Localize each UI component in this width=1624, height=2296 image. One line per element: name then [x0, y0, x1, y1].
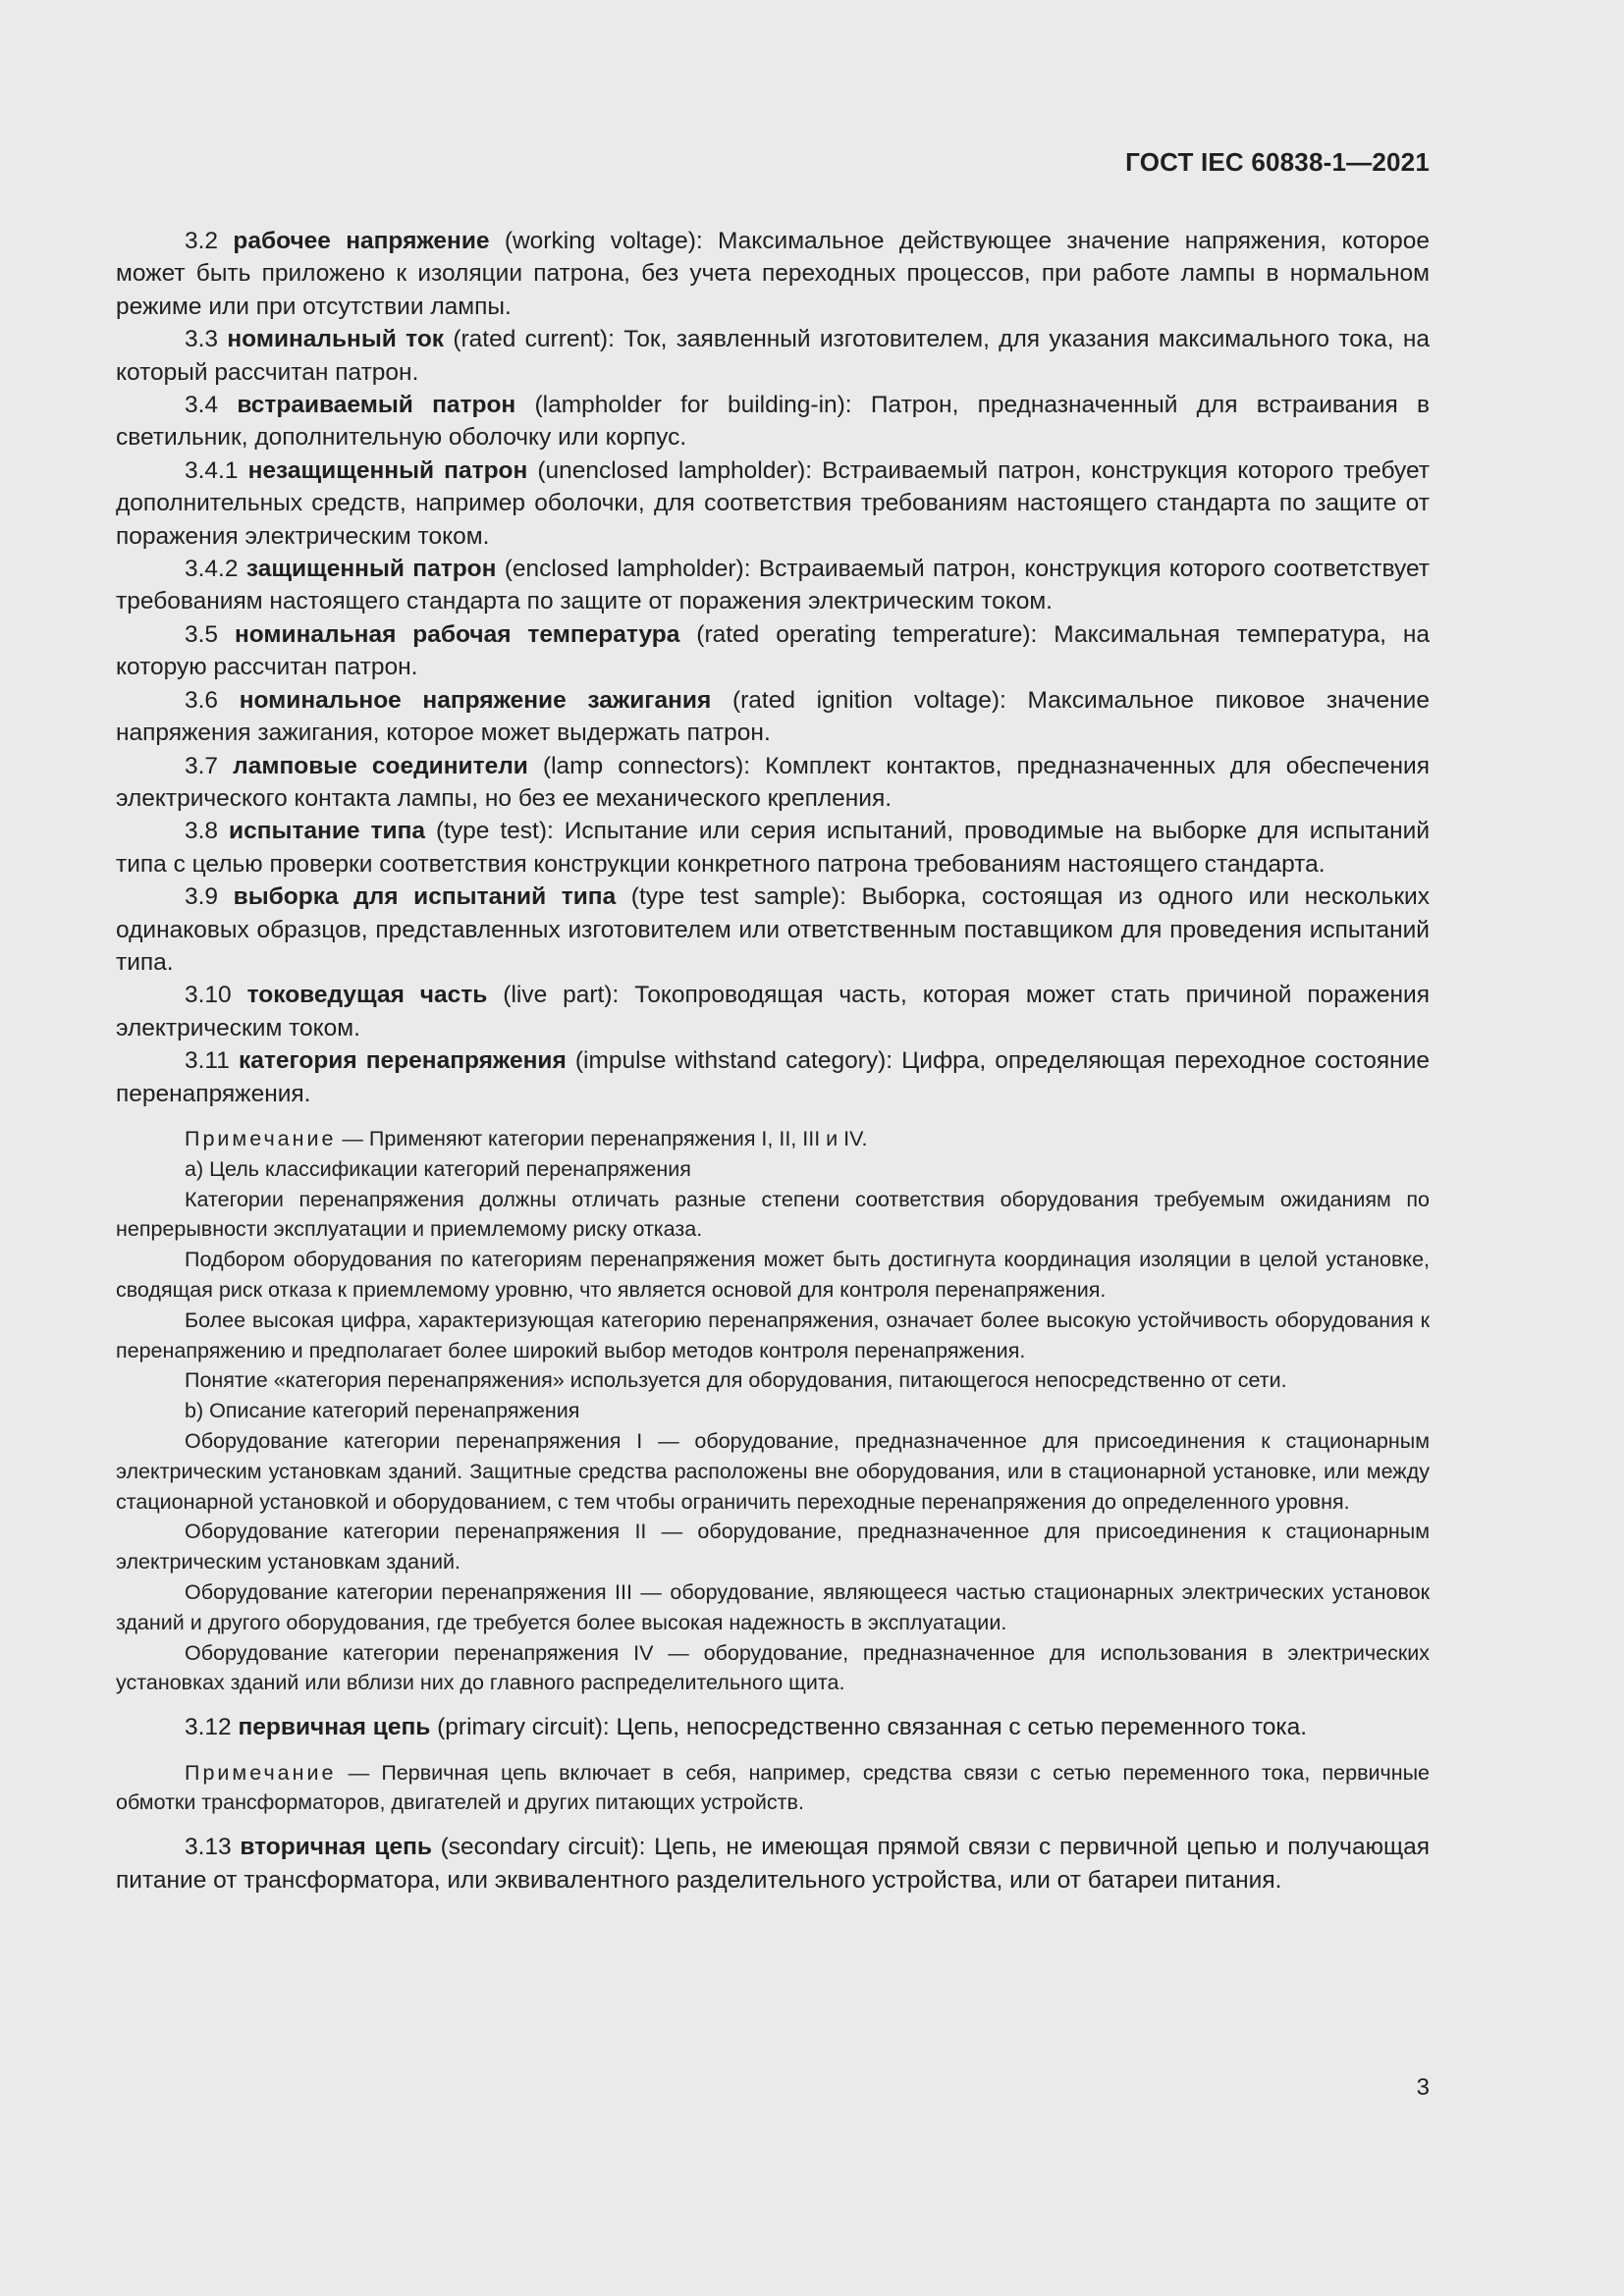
- defined-term: ламповые соединители: [233, 752, 528, 779]
- definition-text: (unenclosed lampholder): Встраиваемый патрон, конструкция которого требует дополнительных средств, например оболочки, для соответствия требованиям настоящего стандарта по защите от поражения электрическим током.: [116, 456, 1430, 550]
- definition-text: (type test): Испытание или серия испытаний, проводимые на выборке для испытаний типа с целью проверки соответствия конструкции конкретного патрона требованиям настоящего стандарта.: [116, 818, 1431, 878]
- defined-term: незащищенный патрон: [247, 456, 528, 484]
- clause-number: 3.2: [185, 228, 219, 254]
- definition-text: (primary circuit): Цепь, непосредственно связанная с сетью переменного тока.: [430, 1714, 1308, 1741]
- clause-number: 3.5: [185, 620, 219, 648]
- note-line: [116, 1638, 1430, 1699]
- page-number: 3: [1416, 2074, 1430, 2101]
- note-text: Более высокая цифра, характеризующая категорию перенапряжения, означает более высокую устойчивость оборудования к перенапряжению и предполагает более широкий выбор методов контроля перенапряжения.: [116, 1308, 1430, 1362]
- note-label: Примечание: [185, 1760, 337, 1785]
- note-line: [116, 1365, 1430, 1396]
- definition-text: (impulse withstand category): Цифра, определяющая переходное состояние перенапряжения.: [116, 1047, 1431, 1107]
- defined-term: токоведущая часть: [246, 982, 488, 1009]
- definition-paragraph: [116, 1831, 1430, 1896]
- note-line: [116, 1577, 1430, 1638]
- definition-paragraph: [116, 684, 1430, 750]
- note-text: b) Описание категорий перенапряжения: [185, 1399, 580, 1423]
- defined-term: испытание типа: [229, 818, 425, 845]
- definition-paragraph: [116, 225, 1430, 323]
- clause-number: 3.3: [185, 326, 219, 353]
- document-body: [116, 225, 1430, 1896]
- definition-paragraph: [116, 881, 1430, 979]
- note-line: [116, 1154, 1430, 1185]
- defined-term: номинальное напряжение зажигания: [239, 686, 712, 714]
- definition-paragraph: [116, 454, 1430, 553]
- note-text: Подбором оборудования по категориям перенапряжения может быть достигнута координация изоляции в целой установке, сводящая риск отказа к приемлемому уровню, что является основой для контроля перенапряжения.: [116, 1248, 1430, 1302]
- note-line: [116, 1124, 1430, 1154]
- note-text: Оборудование категории перенапряжения I — оборудование, предназначенное для присоединения к стационарным электрическим установкам зданий. Защитные средства расположены вне оборудования, или в стационарной установке, или между стационарной установкой и оборудованием, с тем чтобы ограничить переходные перенапряжения до определенного уровня.: [116, 1428, 1430, 1514]
- note-label: Примечание: [185, 1126, 337, 1150]
- note-line: [116, 1758, 1430, 1819]
- defined-term: встраиваемый патрон: [237, 392, 516, 419]
- clause-number: 3.9: [185, 883, 219, 911]
- note-line: [116, 1306, 1430, 1366]
- clause-number: 3.11: [185, 1047, 230, 1075]
- clause-number: 3.10: [185, 982, 232, 1009]
- note-text: — Первичная цепь включает в себя, например, средства связи с сетью переменного тока, первичные обмотки трансформаторов, двигателей и других питающих устройств.: [116, 1760, 1430, 1815]
- definition-paragraph: [116, 1044, 1430, 1110]
- definition-paragraph: [116, 389, 1430, 454]
- note-line: [116, 1185, 1430, 1246]
- definition-paragraph: [116, 323, 1430, 389]
- defined-term: выборка для испытаний типа: [233, 883, 617, 911]
- definition-text: (secondary circuit): Цепь, не имеющая прямой связи с первичной цепью и получающая питание от трансформатора, или эквивалентного разделительного устройства, или от батареи питания.: [116, 1834, 1430, 1894]
- clause-number: 3.13: [185, 1834, 232, 1861]
- definition-text: (enclosed lampholder): Встраиваемый патрон, конструкция которого соответствует требованиям настоящего стандарта по защите от поражения электрическим током.: [116, 556, 1430, 615]
- note-text: Понятие «категория перенапряжения» используется для оборудования, питающегося непосредственно от сети.: [185, 1368, 1287, 1393]
- note-text: Оборудование категории перенапряжения II — оборудование, предназначенное для присоединения к стационарным электрическим установкам зданий.: [116, 1520, 1430, 1575]
- note-text: Оборудование категории перенапряжения IV — оборудование, предназначенное для использования в электрических установках зданий или вблизи них до главного распределительного щита.: [116, 1640, 1430, 1695]
- note-block: [116, 1758, 1430, 1819]
- clause-number: 3.12: [185, 1714, 232, 1741]
- note-line: [116, 1517, 1430, 1577]
- defined-term: защищенный патрон: [245, 556, 497, 583]
- note-line: [116, 1396, 1430, 1426]
- definition-paragraph: [116, 553, 1430, 618]
- defined-term: первичная цепь: [238, 1714, 431, 1741]
- defined-term: номинальная рабочая температура: [234, 620, 680, 648]
- clause-number: 3.4: [185, 392, 219, 419]
- definition-text: (type test sample): Выборка, состоящая из одного или нескольких одинаковых образцов, представленных изготовителем или ответственным поставщиком для проведения испытаний типа.: [116, 883, 1430, 976]
- definition-text: (live part): Токопроводящая часть, которая может стать причиной поражения электрическим током.: [116, 982, 1431, 1041]
- document-header: ГОСТ IEC 60838-1—2021: [1125, 147, 1430, 177]
- note-text: — Применяют категории перенапряжения I, II, III и IV.: [336, 1126, 868, 1150]
- definition-text: (working voltage): Максимальное действующее значение напряжения, которое может быть приложено к изоляции патрона, без учета переходных процессов, при работе лампы в нормальном режиме или при отсутствии лампы.: [116, 228, 1430, 320]
- definition-paragraph: [116, 618, 1430, 684]
- note-line: [116, 1426, 1430, 1517]
- clause-number: 3.4.1: [185, 456, 239, 484]
- note-line: [116, 1245, 1430, 1306]
- definition-paragraph: [116, 979, 1430, 1044]
- definition-text: (rated operating temperature): Максимальная температура, на которую рассчитан патрон.: [116, 620, 1430, 681]
- note-text: Категории перенапряжения должны отличать разные степени соответствия оборудования требуемым ожиданиям по непрерывности эксплуатации и приемлемому риску отказа.: [116, 1187, 1430, 1242]
- clause-number: 3.8: [185, 818, 219, 845]
- defined-term: вторичная цепь: [240, 1834, 432, 1861]
- definition-paragraph: [116, 815, 1430, 881]
- note-block: [116, 1124, 1430, 1698]
- definition-text: (lampholder for building-in): Патрон, предназначенный для встраивания в светильник, дополнительную оболочку или корпус.: [116, 392, 1431, 452]
- definition-text: (rated ignition voltage): Максимальное пиковое значение напряжения зажигания, которое может выдержать патрон.: [116, 686, 1430, 747]
- definition-paragraph: [116, 1711, 1430, 1743]
- clause-number: 3.4.2: [185, 556, 239, 583]
- note-text: Оборудование категории перенапряжения III — оборудование, являющееся частью стационарных электрических установок зданий и другого оборудования, где требуется более высокая надежность в эксплуатации.: [116, 1579, 1430, 1634]
- defined-term: рабочее напряжение: [233, 228, 490, 254]
- definition-paragraph: [116, 750, 1430, 816]
- defined-term: категория перенапряжения: [238, 1047, 567, 1075]
- clause-number: 3.7: [185, 752, 219, 779]
- definition-text: (rated current): Ток, заявленный изготовителем, для указания максимального тока, на который рассчитан патрон.: [116, 326, 1430, 386]
- clause-number: 3.6: [185, 686, 219, 714]
- definition-text: (lamp connectors): Комплект контактов, предназначенных для обеспечения электрического контакта лампы, но без ее механического крепления.: [116, 752, 1431, 812]
- defined-term: номинальный ток: [227, 326, 445, 353]
- note-text: a) Цель классификации категорий перенапряжения: [185, 1156, 691, 1181]
